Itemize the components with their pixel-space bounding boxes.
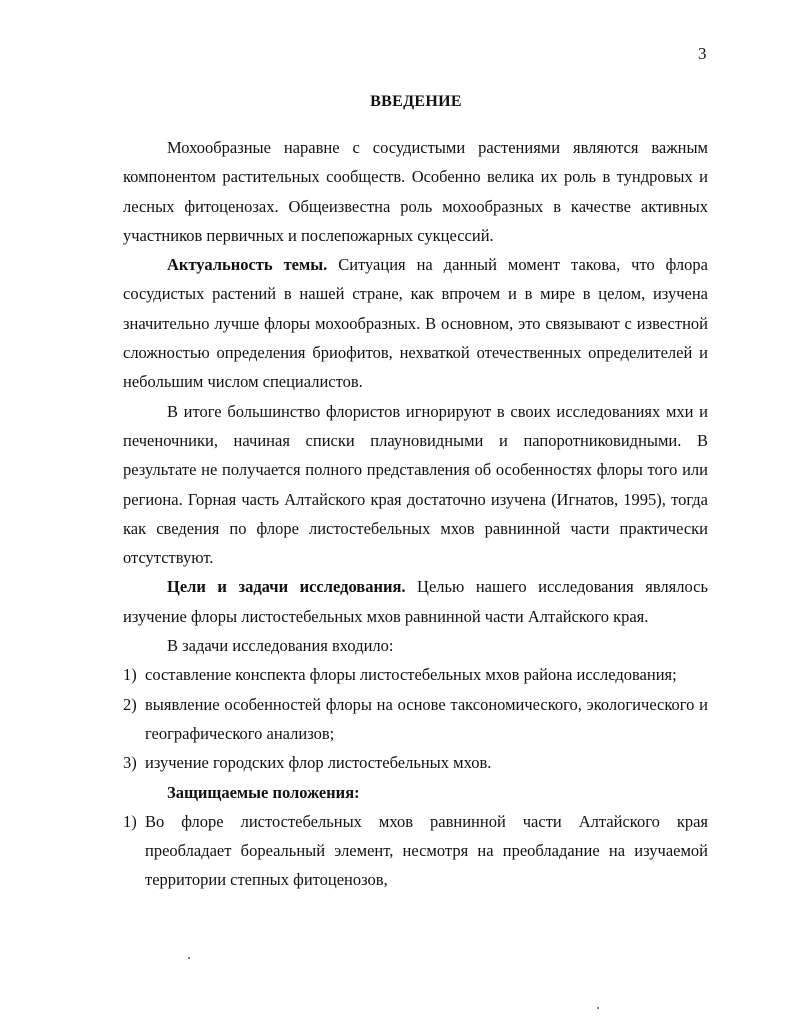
section-heading: ВВЕДЕНИЕ bbox=[370, 93, 462, 110]
goals-text: Целью нашего исследования являлось изучение флоры листостебельных мхов равнинной части Алтайского края. bbox=[123, 577, 708, 626]
defended-label: Защищаемые положения: bbox=[167, 782, 360, 802]
paragraph-goals bbox=[123, 572, 708, 631]
paragraph-defended-heading bbox=[123, 778, 708, 807]
scan-speck bbox=[597, 1007, 599, 1009]
list-number: 3) bbox=[123, 753, 137, 773]
paragraph-summary: В итоге большинство флористов игнорируют в своих исследованиях мхи и печеночники, начиная списки плауновидными и папоротниковидными. В результате не получается полного представления об особенностях флоры того или региона. Горная часть Алтайского края достаточно изучена (Игнатов, 1995), тогда как сведения по флоре листостебельных мхов равнинной части практически отсутствуют. bbox=[123, 401, 708, 568]
list-item-text: выявление особенностей флоры на основе таксономического, экологического и географического анализов; bbox=[145, 694, 708, 743]
paragraph-intro: Мохообразные наравне с сосудистыми растениями являются важным компонентом растительных сообществ. Особенно велика их роль в тундровых и лесных фитоценозах. Общеизвестна роль мохообразных в качестве активных участников первичных и послепожарных сукцессий. bbox=[123, 138, 708, 245]
tasks-list bbox=[123, 660, 708, 777]
list-item bbox=[123, 690, 708, 749]
body-text bbox=[123, 133, 708, 895]
page-number: 3 bbox=[698, 44, 707, 63]
list-item-text: составление конспекта флоры листостебельных мхов района исследования; bbox=[145, 665, 677, 685]
list-number: 2) bbox=[123, 694, 137, 714]
scan-speck bbox=[188, 957, 190, 959]
relevance-text: Ситуация на данный момент такова, что флора сосудистых растений в нашей стране, как впрочем и в мире в целом, изучена значительно лучше флоры мохообразных. В основном, это связывают с известной сложностью определения бриофитов, нехваткой отечественных определителей и небольшим числом специалистов. bbox=[123, 255, 708, 392]
relevance-label: Актуальность темы. bbox=[167, 255, 328, 275]
list-item-text: изучение городских флор листостебельных мхов. bbox=[145, 753, 492, 773]
list-item bbox=[123, 807, 708, 895]
defended-list bbox=[123, 807, 708, 895]
list-item-text: Во флоре листостебельных мхов равнинной части Алтайского края преобладает бореальный элемент, несмотря на преобладание на изучаемой территории степных фитоценозов, bbox=[145, 811, 708, 890]
list-item bbox=[123, 660, 708, 689]
list-item bbox=[123, 748, 708, 777]
paragraph-relevance bbox=[123, 250, 708, 396]
list-number: 1) bbox=[123, 811, 137, 831]
list-number: 1) bbox=[123, 665, 137, 685]
paragraph-tasks-intro: В задачи исследования входило: bbox=[167, 636, 394, 656]
goals-label: Цели и задачи исследования. bbox=[167, 577, 406, 597]
